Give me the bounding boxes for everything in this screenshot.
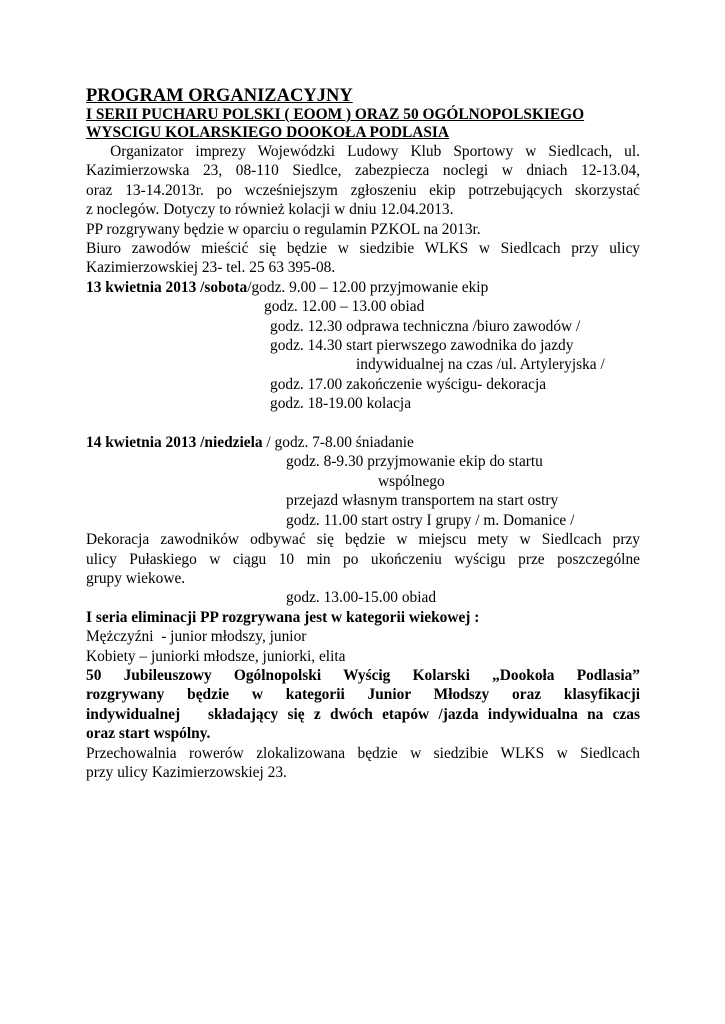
day1-header-line: [86, 278, 640, 297]
race50-line: rozgrywany będzie w kategorii Junior Młodszy oraz klasyfikacji: [86, 686, 640, 704]
storage-paragraph: [86, 744, 640, 783]
categories-men: Mężczyźni - junior młodszy, junior: [86, 628, 307, 646]
decoration-line: ulicy Pułaskiego w ciągu 10 min po ukończeniu wyścigu prze poszczególne: [86, 550, 640, 568]
categories-heading: I seria eliminacji PP rozgrywana jest w kategorii wiekowej :: [86, 608, 480, 626]
day1-item: godz. 12.30 odprawa techniczna /biuro zawodów /: [270, 317, 581, 335]
intro-line: Kazimierzowska 23, 08-110 Siedlce, zabezpiecza noclegi w dniach 12-13.04,: [86, 162, 640, 180]
document-page: [86, 86, 640, 782]
storage-line: Przechowalnia rowerów zlokalizowana będzie w siedzibie WLKS w Siedlcach: [86, 744, 640, 762]
day2-header-line: [86, 433, 640, 452]
day2-lunch: godz. 13.00-15.00 obiad: [286, 589, 437, 607]
day2-date: 14 kwietnia 2013 /niedziela: [86, 434, 263, 452]
race50-paragraph: [86, 666, 640, 744]
storage-line: przy ulicy Kazimierzowskiej 23.: [86, 763, 287, 781]
intro-line: oraz 13-14.2013r. po wcześniejszym zgłoszeniu ekip potrzebujących skorzystać: [86, 181, 640, 199]
document-title: PROGRAM ORGANIZACYJNY: [86, 86, 353, 106]
schedule-day-1: [86, 278, 640, 414]
decoration-line: Dekoracja zawodników odbywać się będzie w miejscu mety w Siedlcach przy: [86, 531, 640, 549]
intro-line: z noclegów. Dotyczy to również kolacji w dniu 12.04.2013.: [86, 201, 454, 219]
day1-date: 13 kwietnia 2013 /sobota: [86, 278, 248, 296]
document-subtitle-line-1: I SERII PUCHARU POLSKI ( EOOM ) ORAZ 50 OGÓLNOPOLSKIEGO: [86, 106, 585, 123]
day1-item: godz. 17.00 zakończenie wyścigu- dekoracja: [270, 375, 547, 393]
day1-item: godz. 18-19.00 kolacja: [270, 395, 412, 413]
categories-women: Kobiety – juniorki młodsze, juniorki, elita: [86, 647, 346, 665]
intro-line: Organizator imprezy Wojewódzki Ludowy Klub Sportowy w Siedlcach, ul.: [86, 143, 640, 160]
race50-line: 50 Jubileuszowy Ogólnopolski Wyścig Kolarski „Dookoła Podlasia”: [86, 666, 640, 684]
day1-first-item: /godz. 9.00 – 12.00 przyjmowanie ekip: [247, 278, 489, 296]
day2-first-item: / godz. 7-8.00 śniadanie: [262, 434, 414, 452]
day1-item: godz. 14.30 start pierwszego zawodnika do jazdy: [270, 337, 574, 355]
day1-item: indywidualnej na czas /ul. Artyleryjska /: [356, 356, 605, 374]
categories-section: [86, 608, 640, 666]
decoration-line: grupy wiekowe.: [86, 569, 186, 587]
race50-line: indywidualnej składający się z dwóch etapów /jazda indywidualna na czas: [86, 705, 640, 723]
intro-line: PP rozgrywany będzie w oparciu o regulamin PZKOL na 2013r.: [86, 220, 481, 238]
intro-line: Biuro zawodów mieścić się będzie w siedzibie WLKS w Siedlcach przy ulicy: [86, 240, 640, 258]
race50-line: oraz start wspólny.: [86, 725, 211, 743]
day2-item: godz. 11.00 start ostry I grupy / m. Domanice /: [286, 511, 575, 529]
document-subtitle-line-2: WYSCIGU KOLARSKIEGO DOOKOŁA PODLASIA: [86, 124, 450, 141]
day2-item: przejazd własnym transportem na start ostry: [286, 492, 559, 510]
day2-item: godz. 8-9.30 przyjmowanie ekip do startu: [286, 453, 543, 471]
spacer: [86, 414, 640, 433]
day2-item: wspólnego: [378, 472, 445, 490]
intro-paragraph: [86, 142, 640, 278]
schedule-day-2: [86, 433, 640, 608]
intro-line: Kazimierzowskiej 23- tel. 25 63 395-08.: [86, 259, 336, 277]
day1-item: godz. 12.00 – 13.00 obiad: [264, 298, 425, 316]
